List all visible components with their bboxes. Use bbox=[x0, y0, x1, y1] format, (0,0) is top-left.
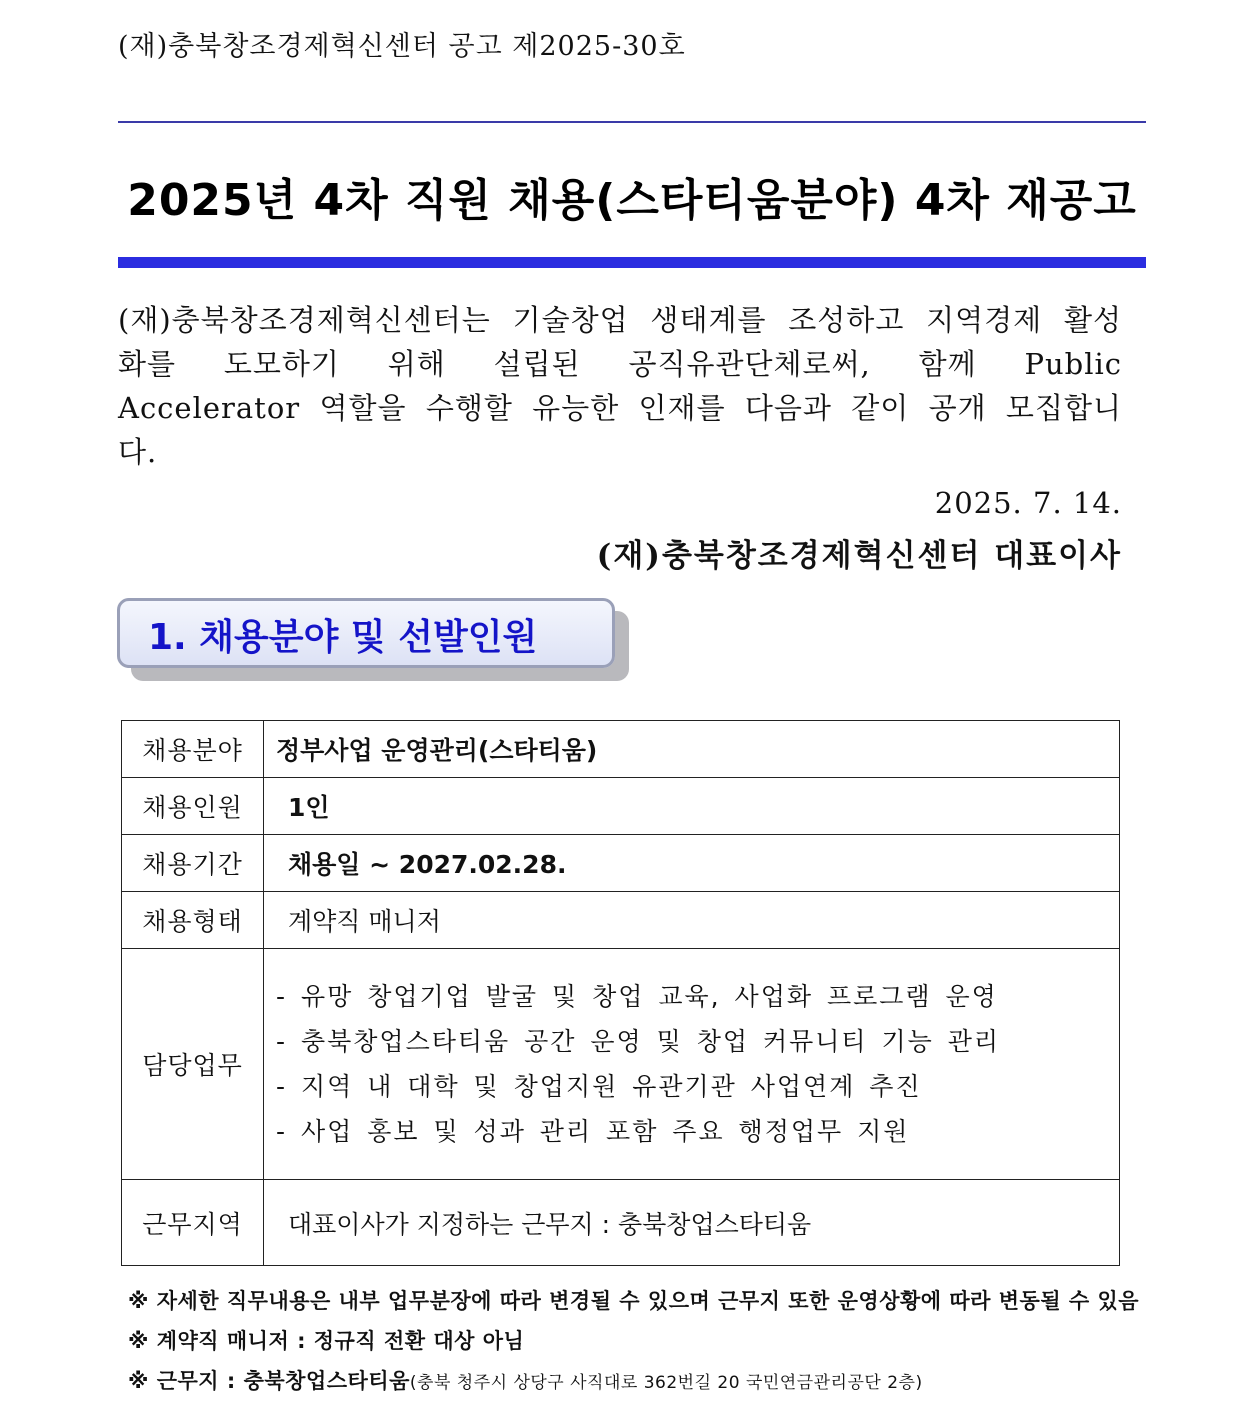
intro-paragraph: (재)충북창조경제혁신센터는 기술창업 생태계를 조성하고 지역경제 활성화를 도모하기 위해 설립된 공직유관단체로써, 함께 Public Accelerator 역할을 수행할 유능한 인재를 다음과 같이 공개 모집합니다. bbox=[118, 303, 1122, 469]
section-heading-box bbox=[117, 598, 615, 668]
row-value: 1인 bbox=[264, 778, 1120, 835]
notice-number: (재)충북창조경제혁신센터 공고 제2025-30호 bbox=[118, 31, 686, 62]
table-row bbox=[122, 778, 1120, 835]
list-item: - 유망 창업기업 발굴 및 창업 교육, 사업화 프로그램 운영 bbox=[276, 982, 998, 1011]
row-value: 계약직 매니저 bbox=[264, 892, 1120, 949]
row-label: 근무지역 bbox=[122, 1180, 264, 1266]
table-row bbox=[122, 1180, 1120, 1266]
row-label: 담당업무 bbox=[122, 949, 264, 1180]
list-item: - 충북창업스타티움 공간 운영 및 창업 커뮤니티 기능 관리 bbox=[276, 1027, 1001, 1056]
footnotes bbox=[128, 1286, 1139, 1406]
recruitment-table bbox=[121, 720, 1120, 1266]
top-divider bbox=[118, 121, 1146, 123]
section-title: 1. 채용분야 및 선발인원 bbox=[148, 617, 538, 658]
duties-cell bbox=[264, 949, 1120, 1180]
note-workplace bbox=[128, 1366, 1139, 1406]
table-row bbox=[122, 949, 1120, 1180]
page-title: 2025년 4차 직원 채용(스타티움분야) 4차 재공고 bbox=[127, 175, 1137, 226]
table-row bbox=[122, 835, 1120, 892]
list-item: - 사업 홍보 및 성과 관리 포함 주요 행정업무 지원 bbox=[276, 1117, 910, 1146]
row-label: 채용인원 bbox=[122, 778, 264, 835]
duties-list bbox=[264, 974, 1119, 1154]
title-underline bbox=[118, 257, 1146, 268]
row-label: 채용형태 bbox=[122, 892, 264, 949]
note-contract: ※ 계약직 매니저 : 정규직 전환 대상 아님 bbox=[128, 1329, 525, 1353]
note-workplace-label: ※ 근무지 : 충북창업스타티움 bbox=[128, 1369, 410, 1393]
notice-date: 2025. 7. 14. bbox=[934, 486, 1122, 520]
issuer-name: (재)충북창조경제혁신센터 대표이사 bbox=[596, 538, 1122, 574]
row-value: 대표이사가 지정하는 근무지 : 충북창업스타티움 bbox=[264, 1180, 1120, 1266]
note-workplace-address: (충북 청주시 상당구 사직대로 362번길 20 국민연금관리공단 2층) bbox=[409, 1373, 923, 1393]
table-row bbox=[122, 721, 1120, 778]
row-label: 채용기간 bbox=[122, 835, 264, 892]
table-row bbox=[122, 892, 1120, 949]
row-value: 채용일 ~ 2027.02.28. bbox=[264, 835, 1120, 892]
list-item: - 지역 내 대학 및 창업지원 유관기관 사업연계 추진 bbox=[276, 1072, 922, 1101]
row-label: 채용분야 bbox=[122, 721, 264, 778]
row-value: 정부사업 운영관리(스타티움) bbox=[264, 721, 1120, 778]
note-job-changes: ※ 자세한 직무내용은 내부 업무분장에 따라 변경될 수 있으며 근무지 또한 운영상황에 따라 변동될 수 있음 bbox=[128, 1289, 1140, 1313]
